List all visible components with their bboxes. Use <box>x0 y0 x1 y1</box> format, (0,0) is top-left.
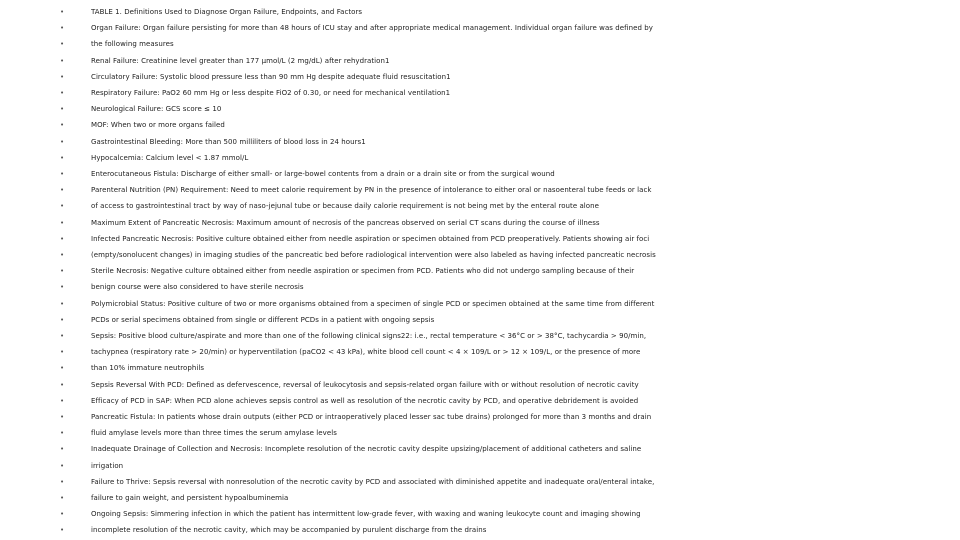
definition-line <box>0 217 960 229</box>
bullet-icon: • <box>60 234 65 243</box>
line-text: Sterile Necrosis: Negative culture obtained either from needle aspiration or specimen from PCD. Patients who did not undergo sampling because of their <box>91 267 635 276</box>
bullet-icon: • <box>60 218 65 227</box>
definition-line <box>0 38 960 50</box>
bullet-icon: • <box>60 105 65 114</box>
definition-line <box>0 265 960 277</box>
line-text: Ongoing Sepsis: Simmering infection in which the patient has intermittent low-grade fever, with waxing and waning leukocyte count and imaging showing <box>91 510 641 519</box>
bullet-icon: • <box>60 429 65 438</box>
line-text: Enterocutaneous Fistula: Discharge of either small- or large-bowel contents from a drain or a drain site or from the surgical wound <box>91 170 555 178</box>
line-text: incomplete resolution of the necrotic cavity, which may be accompanied by purulent discharge from the drains <box>91 526 487 535</box>
line-text: Neurological Failure: GCS score ≤ 10 <box>91 105 222 114</box>
bullet-icon: • <box>60 396 65 405</box>
line-text: Gastrointestinal Bleeding: More than 500 milliliters of blood loss in 24 hours1 <box>91 137 366 146</box>
bullet-icon: • <box>60 477 65 486</box>
bullet-icon: • <box>60 510 65 519</box>
line-text: Parenteral Nutrition (PN) Requirement: Need to meet calorie requirement by PN in the presence of intolerance to either oral or nasoenteral tube feeds or lack <box>91 186 652 195</box>
definition-line <box>0 119 960 131</box>
definition-line <box>0 184 960 196</box>
line-text: Renal Failure: Creatinine level greater than 177 µmol/L (2 mg/dL) after rehydration1 <box>91 56 390 65</box>
definition-line <box>0 460 960 472</box>
bullet-icon: • <box>60 24 65 33</box>
bullet-icon: • <box>60 202 65 211</box>
line-text: of access to gastrointestinal tract by way of naso-jejunal tube or because daily calorie requirement is not being met by the enteral route alone <box>91 202 599 211</box>
line-text: the following measures <box>91 40 174 49</box>
definition-line <box>0 330 960 342</box>
bullet-icon: • <box>60 299 65 308</box>
line-text: Polymicrobial Status: Positive culture of two or more organisms obtained from a specimen of single PCD or specimen obtained at the same time from different <box>91 299 655 308</box>
line-text: (empty/sonolucent changes) in imaging studies of the pancreatic bed before radiological intervention were also labeled as having infected pancreatic necrosis <box>91 251 656 259</box>
bullet-icon: • <box>60 8 65 16</box>
definition-line <box>0 136 960 148</box>
bullet-icon: • <box>60 72 65 81</box>
line-text: Failure to Thrive: Sepsis reversal with nonresolution of the necrotic cavity by PCD and associated with diminished appetite and inadequate oral/enteral intake, <box>91 477 655 486</box>
line-text: PCDs or serial specimens obtained from single or different PCDs in a patient with ongoing sepsis <box>91 315 435 324</box>
line-text: benign course were also considered to have sterile necrosis <box>91 283 304 292</box>
definition-line <box>0 411 960 423</box>
line-text: tachypnea (respiratory rate > 20/min) or hyperventilation (paCO2 < 43 kPa), white blood cell count < 4 × 109/L or > 12 × 109/L, or the presence of more <box>91 348 641 357</box>
definition-line <box>0 55 960 67</box>
bullet-icon: • <box>60 461 65 470</box>
definition-line <box>0 524 960 536</box>
definition-line <box>0 379 960 391</box>
line-text: Pancreatic Fistula: In patients whose drain outputs (either PCD or intraoperatively placed lesser sac tube drains) prolonged for more than 3 months and drain <box>91 413 652 421</box>
line-text: Respiratory Failure: PaO2 60 mm Hg or less despite FiO2 of 0.30, or need for mechanical ventilation1 <box>91 89 451 97</box>
line-text: Efficacy of PCD in SAP: When PCD alone achieves sepsis control as well as resolution of the necrotic cavity by PCD, and operative debridement is avoided <box>91 396 639 405</box>
definition-line <box>0 233 960 245</box>
definition-line <box>0 281 960 293</box>
definition-line <box>0 362 960 374</box>
line-text: Hypocalcemia: Calcium level < 1.87 mmol/L <box>91 153 249 162</box>
definition-line <box>0 103 960 115</box>
line-text: fluid amylase levels more than three times the serum amylase levels <box>91 429 337 438</box>
line-text: Sepsis: Positive blood culture/aspirate and more than one of the following clinical signs22: i.e., rectal temperature < 36°C or > 38°C, tachycardia > 90/min, <box>91 332 647 340</box>
definition-line <box>0 427 960 439</box>
definition-line <box>0 443 960 455</box>
bullet-icon: • <box>60 153 65 162</box>
line-text: Circulatory Failure: Systolic blood pressure less than 90 mm Hg despite adequate fluid resuscitation1 <box>91 72 451 81</box>
definition-line <box>0 22 960 34</box>
bullet-icon: • <box>60 348 65 357</box>
bullet-icon: • <box>60 494 65 502</box>
definition-line <box>0 395 960 407</box>
bullet-icon: • <box>60 315 65 324</box>
bullet-icon: • <box>60 186 65 195</box>
definition-line <box>0 152 960 164</box>
line-text: Organ Failure: Organ failure persisting for more than 48 hours of ICU stay and after appropriate medical management. Individual organ failure was defined by <box>91 24 653 33</box>
bullet-icon: • <box>60 380 65 389</box>
bullet-icon: • <box>60 251 65 259</box>
definition-line <box>0 298 960 310</box>
line-text: Sepsis Reversal With PCD: Defined as defervescence, reversal of leukocytosis and sepsis-related organ failure with or without resolution of necrotic cavity <box>91 380 639 389</box>
bullet-icon: • <box>60 170 65 178</box>
bullet-icon: • <box>60 332 65 340</box>
bullet-icon: • <box>60 56 65 65</box>
bullet-icon: • <box>60 137 65 146</box>
bullet-icon: • <box>60 121 65 130</box>
line-text: TABLE 1. Definitions Used to Diagnose Organ Failure, Endpoints, and Factors <box>91 8 363 16</box>
line-text: Maximum Extent of Pancreatic Necrosis: Maximum amount of necrosis of the pancreas observed on serial CT scans during the course of illness <box>91 218 600 227</box>
bullet-icon: • <box>60 267 65 276</box>
definition-line <box>0 87 960 99</box>
definition-line <box>0 71 960 83</box>
definition-line <box>0 314 960 326</box>
bullet-icon: • <box>60 364 65 373</box>
bullet-icon: • <box>60 526 65 535</box>
line-text: failure to gain weight, and persistent hypoalbuminemia <box>91 494 289 502</box>
bullet-icon: • <box>60 40 65 49</box>
bullet-icon: • <box>60 413 65 421</box>
bullet-icon: • <box>60 445 65 454</box>
definition-line <box>0 168 960 180</box>
definition-line <box>0 476 960 488</box>
bullet-icon: • <box>60 283 65 292</box>
line-text: than 10% immature neutrophils <box>91 364 205 373</box>
definition-line <box>0 346 960 358</box>
table-title-line <box>0 6 960 18</box>
definition-line <box>0 492 960 504</box>
definition-line <box>0 200 960 212</box>
line-text: MOF: When two or more organs failed <box>91 121 225 130</box>
bullet-icon: • <box>60 89 65 97</box>
definition-line <box>0 249 960 261</box>
definition-line <box>0 508 960 520</box>
line-text: Infected Pancreatic Necrosis: Positive culture obtained either from needle aspiration or specimen obtained from PCD preoperatively. Patients showing air foci <box>91 234 650 243</box>
line-text: irrigation <box>91 461 124 470</box>
line-text: Inadequate Drainage of Collection and Necrosis: Incomplete resolution of the necrotic cavity despite upsizing/placement of additional catheters and saline <box>91 445 642 454</box>
